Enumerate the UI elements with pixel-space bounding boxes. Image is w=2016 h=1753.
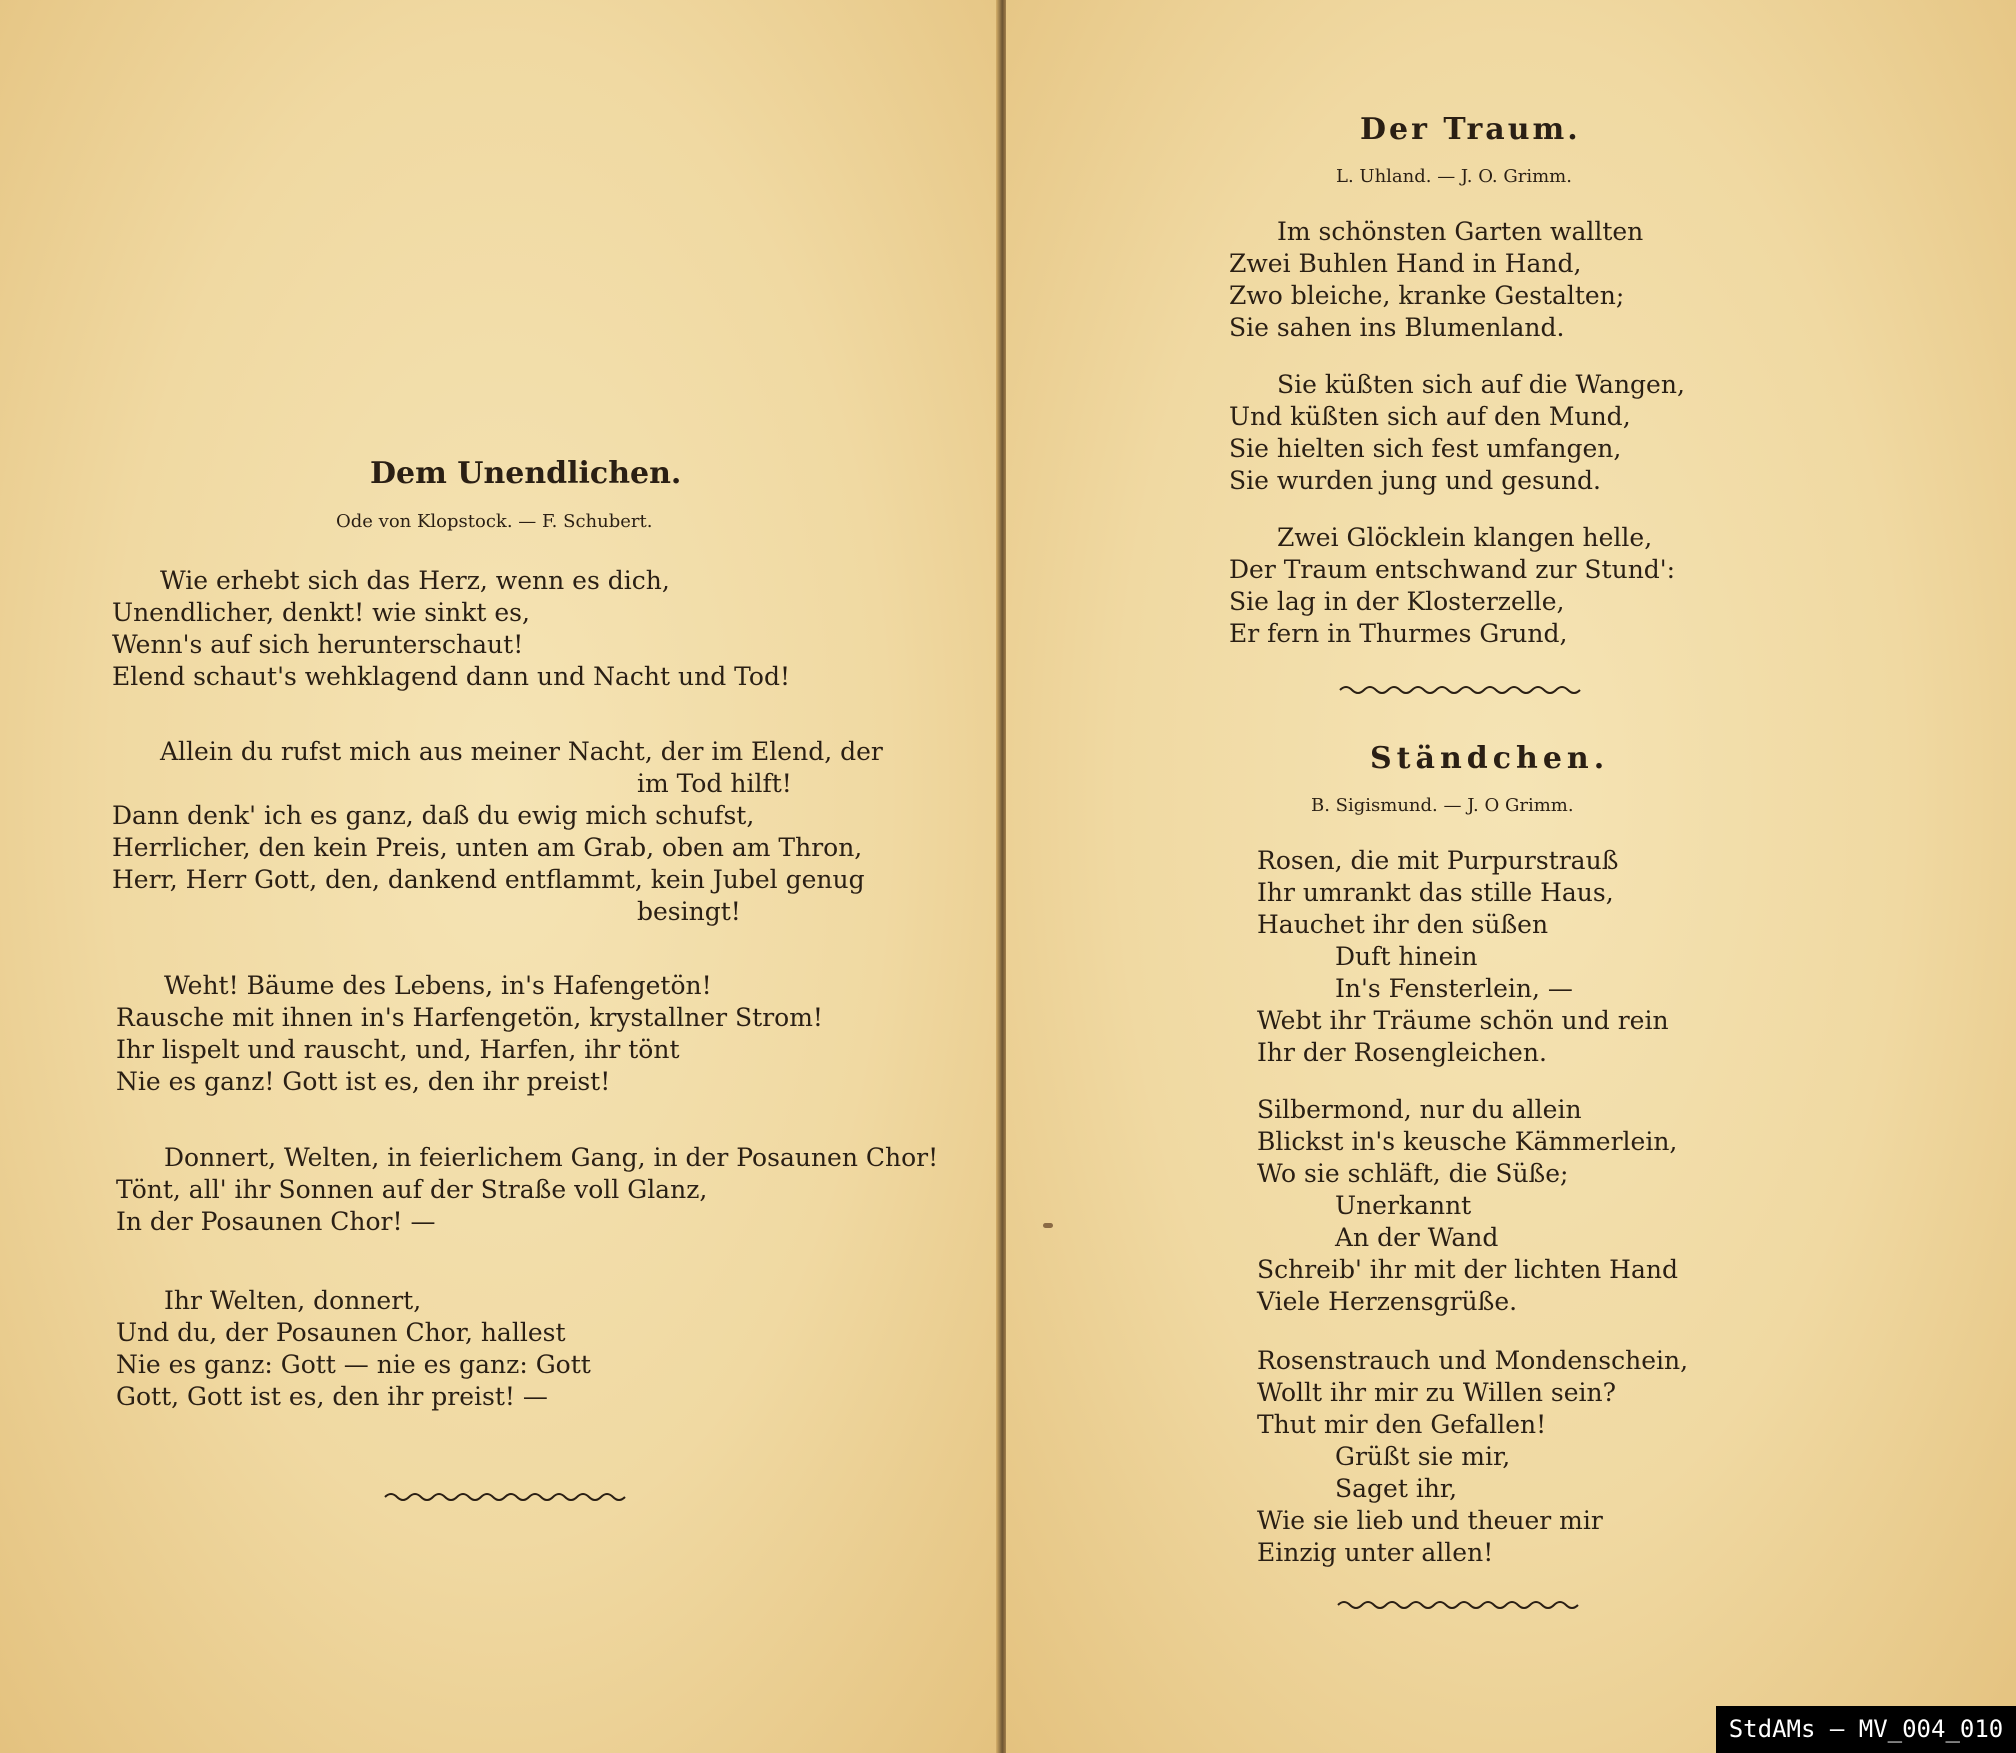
verse-line: Im schönsten Garten wallten — [1277, 217, 1644, 246]
verse-line: Einzig unter allen! — [1257, 1538, 1494, 1567]
verse-line: Und küßten sich auf den Mund, — [1229, 402, 1631, 431]
left-page — [0, 0, 1000, 1753]
verse-line: Webt ihr Träume schön und rein — [1257, 1006, 1669, 1035]
verse-line: Zwei Buhlen Hand in Hand, — [1229, 249, 1582, 278]
stanza — [1229, 369, 1685, 497]
verse-line: Thut mir den Gefallen! — [1257, 1410, 1547, 1439]
stanza — [112, 736, 883, 928]
verse-line: Wie sie lieb und theuer mir — [1257, 1506, 1603, 1535]
verse-line: Hauchet ihr den süßen — [1257, 910, 1549, 939]
verse-line: Ihr lispelt und rauscht, und, Harfen, ihr tönt — [116, 1035, 680, 1064]
archive-stamp-label: StdAMs – MV_004_010 — [1716, 1706, 2016, 1753]
verse-line: Ihr umrankt das stille Haus, — [1257, 878, 1614, 907]
verse-line: Nie es ganz! Gott ist es, den ihr preist! — [116, 1067, 611, 1096]
poem-subtitle-dem-unendlichen: Ode von Klopstock. — F. Schubert. — [336, 511, 653, 532]
stanza — [1257, 1345, 1688, 1569]
verse-line: Unendlicher, denkt! wie sinkt es, — [112, 598, 530, 627]
poem-title-der-traum: Der Traum. — [1360, 112, 1581, 147]
verse-line: Sie sahen ins Blumenland. — [1229, 313, 1565, 342]
verse-line: Sie lag in der Klosterzelle, — [1229, 587, 1565, 616]
verse-line: Duft hinein — [1335, 942, 1478, 971]
verse-line: Viele Herzensgrüße. — [1257, 1287, 1518, 1316]
verse-line: Ihr der Rosengleichen. — [1257, 1038, 1547, 1067]
wavy-rule-ornament — [1336, 1598, 1582, 1612]
verse-line: Weht! Bäume des Lebens, in's Hafengetön! — [164, 971, 712, 1000]
verse-line: Saget ihr, — [1335, 1474, 1458, 1503]
verse-line: Sie wurden jung und gesund. — [1229, 466, 1601, 495]
verse-line: Schreib' ihr mit der lichten Hand — [1257, 1255, 1678, 1284]
verse-line: Rosen, die mit Purpurstrauß — [1257, 846, 1619, 875]
verse-line: Elend schaut's wehklagend dann und Nacht und Tod! — [112, 662, 790, 691]
verse-line: Herrlicher, den kein Preis, unten am Grab, oben am Thron, — [112, 833, 863, 862]
stanza — [1229, 216, 1643, 344]
verse-line: besingt! — [637, 897, 741, 926]
verse-line: Silbermond, nur du allein — [1257, 1095, 1582, 1124]
verse-line: Donnert, Welten, in feierlichem Gang, in der Posaunen Chor! — [164, 1143, 939, 1172]
verse-line: Sie küßten sich auf die Wangen, — [1277, 370, 1685, 399]
verse-line: Nie es ganz: Gott — nie es ganz: Gott — [116, 1350, 591, 1379]
verse-line: Herr, Herr Gott, den, dankend entflammt, kein Jubel genug — [112, 865, 865, 894]
stanza — [116, 1142, 938, 1238]
poem-subtitle-staendchen: B. Sigismund. — J. O Grimm. — [1311, 795, 1574, 816]
verse-line: Zwei Glöcklein klangen helle, — [1277, 523, 1653, 552]
verse-line: Tönt, all' ihr Sonnen auf der Straße voll Glanz, — [116, 1175, 708, 1204]
verse-line: Wo sie schläft, die Süße; — [1257, 1159, 1569, 1188]
verse-line: Rausche mit ihnen in's Harfengetön, krystallner Strom! — [116, 1003, 823, 1032]
verse-line: Wenn's auf sich herunterschaut! — [112, 630, 524, 659]
verse-line: In der Posaunen Chor! — — [116, 1207, 436, 1236]
stanza — [116, 970, 823, 1098]
verse-line: Wie erhebt sich das Herz, wenn es dich, — [160, 566, 670, 595]
verse-line: Sie hielten sich fest umfangen, — [1229, 434, 1622, 463]
stanza — [1257, 845, 1669, 1069]
verse-line: Allein du rufst mich aus meiner Nacht, der im Elend, der — [160, 737, 883, 766]
verse-line: Grüßt sie mir, — [1335, 1442, 1511, 1471]
poem-subtitle-der-traum: L. Uhland. — J. O. Grimm. — [1336, 166, 1572, 187]
ink-spot — [1043, 1223, 1053, 1228]
verse-line: In's Fensterlein, — — [1335, 974, 1573, 1003]
verse-line: Der Traum entschwand zur Stund': — [1229, 555, 1676, 584]
wavy-rule-ornament — [383, 1490, 629, 1504]
verse-line: Er fern in Thurmes Grund, — [1229, 619, 1568, 648]
verse-line: Blickst in's keusche Kämmerlein, — [1257, 1127, 1678, 1156]
verse-line: Zwo bleiche, kranke Gestalten; — [1229, 281, 1625, 310]
wavy-rule-ornament — [1338, 683, 1584, 697]
verse-line: Dann denk' ich es ganz, daß du ewig mich schufst, — [112, 801, 755, 830]
stanza — [112, 565, 790, 693]
stanza — [1257, 1094, 1678, 1318]
verse-line: Gott, Gott ist es, den ihr preist! — — [116, 1382, 548, 1411]
verse-line: im Tod hilft! — [637, 769, 792, 798]
verse-line: Wollt ihr mir zu Willen sein? — [1257, 1378, 1617, 1407]
verse-line: Unerkannt — [1335, 1191, 1472, 1220]
stanza — [116, 1285, 591, 1413]
right-page — [1006, 0, 2016, 1753]
poem-title-dem-unendlichen: Dem Unendlichen. — [370, 456, 682, 491]
verse-line: Ihr Welten, donnert, — [164, 1286, 422, 1315]
verse-line: An der Wand — [1335, 1223, 1499, 1252]
verse-line: Rosenstrauch und Mondenschein, — [1257, 1346, 1689, 1375]
poem-title-staendchen: Ständchen. — [1370, 741, 1610, 776]
stanza — [1229, 522, 1675, 650]
verse-line: Und du, der Posaunen Chor, hallest — [116, 1318, 566, 1347]
